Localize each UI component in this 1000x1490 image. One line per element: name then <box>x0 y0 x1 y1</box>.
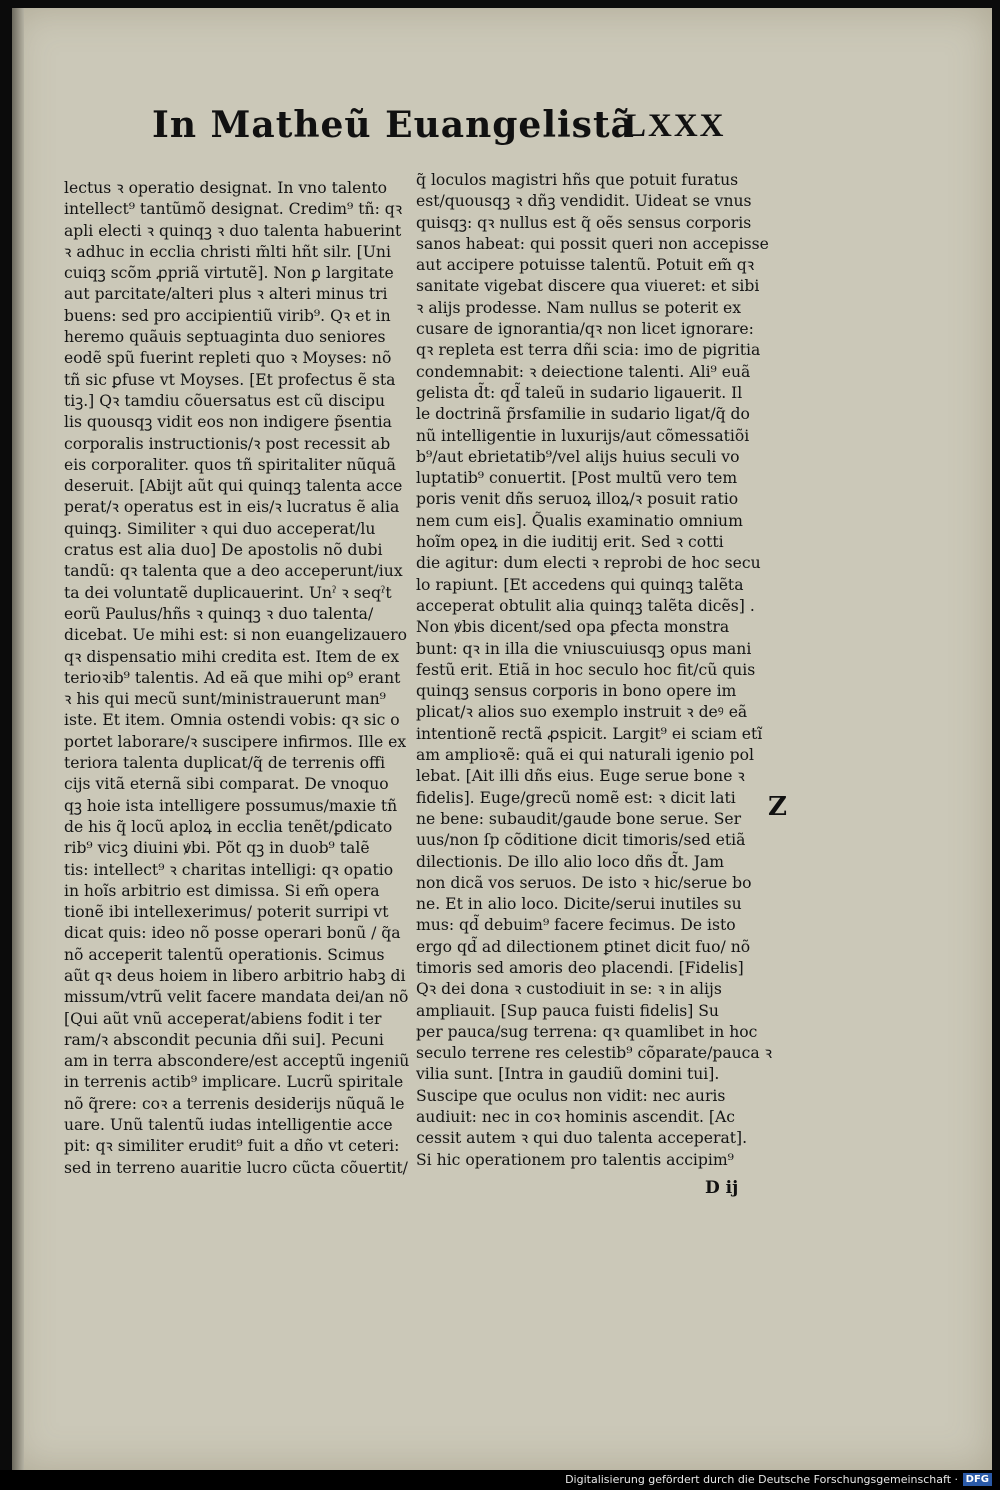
text-line: intentionẽ rectã ꝓspicit. Largit⁹ ei sciam etĩ <box>416 724 763 743</box>
text-line: nõ acceperit talentũ operationis. Scimus <box>64 945 385 964</box>
text-line: eodẽ spũ fuerint repleti quo ꝛ Moyses: nõ <box>64 349 392 368</box>
text-line: le doctrinã p̃rsfamilie in sudario ligat/q̃ do <box>416 405 750 424</box>
text-line: per pauca/sug terrena: qꝛ quamlibet in hoc <box>416 1022 758 1041</box>
text-line: teriora talenta duplicat/q̃ de terrenis offi <box>64 754 386 773</box>
dfg-logo: DFG <box>963 1473 992 1486</box>
text-line: portet laborare/ꝛ suscipere infirmos. Ille ex <box>64 732 407 751</box>
text-line: cuiqꝫ scõm ꝓpriã virtutẽ]. Non ꝑ largitate <box>64 264 394 283</box>
text-line: eis corporaliter. quos tñ spiritaliter nũquã <box>64 455 396 474</box>
text-line: aut accipere potuisse talentũ. Potuit em̃ qꝛ <box>416 256 755 275</box>
text-line: ram/ꝛ abscondit pecunia dñi sui]. Pecuni <box>64 1030 384 1049</box>
text-line: heremo quãuis septuaginta duo seniores <box>64 328 386 347</box>
text-line: timoris sed amoris deo placendi. [Fidelis] <box>416 958 744 977</box>
text-line: aũt qꝛ deus hoiem in libero arbitrio habꝫ di <box>64 966 406 985</box>
text-line: qꝫ hoie ista intelligere possumus/maxie tñ <box>64 796 398 815</box>
text-line: audiuit: nec in coꝛ hominis ascendit. [Ac <box>416 1108 735 1127</box>
text-line: nem cum eis]. Q̃ualis examinatio omnium <box>416 511 743 530</box>
right-text-column <box>416 170 776 1171</box>
text-line: est/quousqꝫ ꝛ dñꝫ vendidit. Uideat se vnus <box>416 192 752 211</box>
text-line: terioꝛib⁹ talentis. Ad eã que mihi op⁹ erant <box>64 668 401 687</box>
text-line: pit: qꝛ similiter erudit⁹ fuit a dño vt ceteri: <box>64 1137 400 1156</box>
text-line: Suscipe que oculus non vidit: nec auris <box>416 1086 726 1105</box>
text-line: cessit autem ꝛ qui duo talenta acceperat]. <box>416 1129 748 1148</box>
text-line: aut parcitate/alteri plus ꝛ alteri minus tri <box>64 285 388 304</box>
text-line: tis: intellect⁹ ꝛ charitas intelligi: qꝛ opatio <box>64 860 394 879</box>
book-page <box>12 8 992 1470</box>
text-line: cusare de ignorantia/qꝛ non licet ignorare: <box>416 320 754 339</box>
text-line: ampliauit. [Sup pauca fuisti fidelis] Su <box>416 1001 719 1020</box>
text-line: Non ꝟbis dicent/sed opa ꝑfecta monstra <box>416 618 730 637</box>
text-line: plicat/ꝛ alios suo exemplo instruit ꝛ deꝰ eã <box>416 703 748 722</box>
text-line: hoĩm opeꝝ in die iuditij erit. Sed ꝛ cotti <box>416 533 724 552</box>
text-line: quisqꝫ: qꝛ nullus est q̃ oẽs sensus corporis <box>416 213 752 232</box>
text-line: festũ erit. Etiã in hoc seculo hoc fit/cũ quis <box>416 660 756 679</box>
text-line: non dicã vos seruos. De isto ꝛ hic/serue bo <box>416 873 752 892</box>
footer-bar <box>0 1470 1000 1490</box>
text-line: rib⁹ vicꝫ diuini ꝟbi. Põt qꝫ in duob⁹ talẽ <box>64 839 370 858</box>
text-line: tiꝫ.] Qꝛ tamdiu cõuersatus est cũ discipu <box>64 391 385 410</box>
text-line: Si hic operationem pro talentis accipim⁹ <box>416 1150 734 1169</box>
text-line: condemnabit: ꝛ deiectione talenti. Ali⁹ euã <box>416 362 751 381</box>
text-line: apli electi ꝛ quinqꝫ ꝛ duo talenta habuerint <box>64 221 402 240</box>
text-line: qꝛ dispensatio mihi credita est. Item de ex <box>64 647 400 666</box>
text-line: lis quousqꝫ vidit eos non indigere p̃sentia <box>64 413 392 432</box>
text-line: cijs vitã eternã sibi comparat. De vnoquo <box>64 775 389 794</box>
text-line: am amplioꝛẽ: quã ei qui naturali igenio pol <box>416 746 754 765</box>
text-line: nõ q̃rere: coꝛ a terrenis desiderijs nũquã le <box>64 1094 405 1113</box>
text-line: fidelis]. Euge/grecũ nomẽ est: ꝛ dicit lati <box>416 788 736 807</box>
text-line: corporalis instructionis/ꝛ post recessit ab <box>64 434 391 453</box>
text-line: acceperat obtulit alia quinqꝫ talẽta dicẽs] . <box>416 596 755 615</box>
text-line: tñ sic ꝑfuse vt Moyses. [Et profectus ẽ sta <box>64 370 396 389</box>
text-line: lectus ꝛ operatio designat. In vno talento <box>64 179 388 197</box>
page-spine-shadow <box>12 8 24 1470</box>
text-line: am in terra abscondere/est acceptũ ingeniũ <box>64 1052 410 1071</box>
text-line: nũ intelligentie in luxurijs/aut cõmessatiõi <box>416 426 750 445</box>
signature-mark: D ij <box>705 1178 739 1198</box>
text-line: perat/ꝛ operatus est in eis/ꝛ lucratus ẽ alia <box>64 498 400 517</box>
text-line: ꝛ adhuc in ecclia christi m̃lti hñt silr. [Uni <box>64 242 391 261</box>
text-line: tionẽ ibi intellexerimus/ poterit surripi vt <box>64 903 389 922</box>
text-line: iste. Et item. Omnia ostendi vobis: qꝛ sic o <box>64 711 400 730</box>
text-line: uus/non ſp cõditione dicit timoris/sed etiã <box>416 831 746 850</box>
text-line: sanitate vigebat discere qua viueret: et sibi <box>416 277 760 296</box>
text-line: cratus est alia duo] De apostolis nõ dubi <box>64 541 383 560</box>
text-line: ꝛ alijs prodesse. Nam nullus se poterit ex <box>416 298 742 317</box>
text-line: eorũ Paulus/hñs ꝛ quinqꝫ ꝛ duo talenta/ <box>64 604 374 623</box>
text-line: tandũ: qꝛ talenta que a deo acceperunt/iux <box>64 562 403 581</box>
text-line: seculo terrene res celestib⁹ cõparate/pauca ꝛ <box>416 1044 773 1063</box>
folio-number: LXXX <box>624 108 726 144</box>
text-line: deseruit. [Abijt aũt qui quinqꝫ talenta acce <box>64 477 403 496</box>
text-line: ergo qd̃ ad dilectionem ꝑtinet dicit fuo/ nõ <box>416 937 751 956</box>
text-line: missum/vtrũ velit facere mandata dei/an nõ <box>64 988 409 1007</box>
text-line: quinqꝫ sensus corporis in bono opere im <box>416 682 737 701</box>
text-line: quinqꝫ. Similiter ꝛ qui duo acceperat/lu <box>64 519 376 538</box>
text-line: buens: sed pro accipientiũ virib⁹. Qꝛ et in <box>64 306 391 325</box>
text-line: ne bene: subaudit/gaude bone serue. Ser <box>416 809 742 828</box>
text-line: [Qui aũt vnũ acceperat/abiens fodit i ter <box>64 1009 382 1028</box>
running-title: In Matheũ Euangelistã <box>152 104 635 146</box>
text-line: dicebat. Ue mihi est: si non euangelizauero <box>64 626 407 645</box>
margin-mark: Z <box>768 792 787 822</box>
text-line: mus: qd̃ debuim⁹ facere fecimus. De isto <box>416 916 736 935</box>
text-line: lebat. [Ait illi dñs eius. Euge serue bone ꝛ <box>416 767 745 786</box>
text-line: vilia sunt. [Intra in gaudiũ domini tui]. <box>416 1065 720 1084</box>
text-line: ta dei voluntatẽ duplicauerint. Unˀ ꝛ seqˀt <box>64 583 392 602</box>
text-line: qꝛ repleta est terra dñi scia: imo de pigritia <box>416 341 761 360</box>
text-line: sanos habeat: qui possit queri non accepisse <box>416 234 769 253</box>
text-line: uare. Unũ talentũ iudas intelligentie acce <box>64 1116 393 1135</box>
text-line: die agitur: dum electi ꝛ reprobi de hoc secu <box>416 554 761 573</box>
text-line: q̃ loculos magistri hñs que potuit furatus <box>416 171 739 189</box>
text-line: Qꝛ dei dona ꝛ custodiuit in se: ꝛ in alijs <box>416 980 722 999</box>
text-line: in hoĩs arbitrio est dimissa. Si em̃ opera <box>64 881 380 900</box>
text-line: bunt: qꝛ in illa die vniuscuiusqꝫ opus mani <box>416 639 752 658</box>
footer-credit: Digitalisierung gefördert durch die Deutsche Forschungsgemeinschaft · <box>565 1473 958 1486</box>
text-line: dilectionis. De illo alio loco dñs d̃t. Jam <box>416 852 725 871</box>
text-line: intellect⁹ tantũmõ designat. Credim⁹ tñ: qꝛ <box>64 200 403 219</box>
text-line: gelista d̃t: qd̃ taleũ in sudario ligauerit. Il <box>416 383 743 402</box>
text-line: ne. Et in alio loco. Dicite/serui inutiles su <box>416 895 742 914</box>
text-line: b⁹/aut ebrietatib⁹/vel alijs huius seculi vo <box>416 447 740 466</box>
text-line: in terrenis actib⁹ implicare. Lucrũ spiritale <box>64 1073 404 1092</box>
left-text-column <box>64 178 408 1179</box>
text-line: sed in terreno auaritie lucro cũcta cõuertit/ <box>64 1158 408 1177</box>
text-line: lo rapiunt. [Et accedens qui quinqꝫ talẽta <box>416 575 744 594</box>
text-line: ꝛ his qui mecũ sunt/ministrauerunt man⁹ <box>64 690 386 709</box>
text-line: luptatib⁹ conuertit. [Post multũ vero tem <box>416 469 738 488</box>
text-line: dicat quis: ideo nõ posse operari bonũ / q̃a <box>64 924 401 943</box>
text-line: poris venit dñs seruoꝝ illoꝝ/ꝛ posuit ratio <box>416 490 739 509</box>
text-line: de his q̃ locũ aploꝝ in ecclia tenẽt/ꝑdicato <box>64 817 393 836</box>
